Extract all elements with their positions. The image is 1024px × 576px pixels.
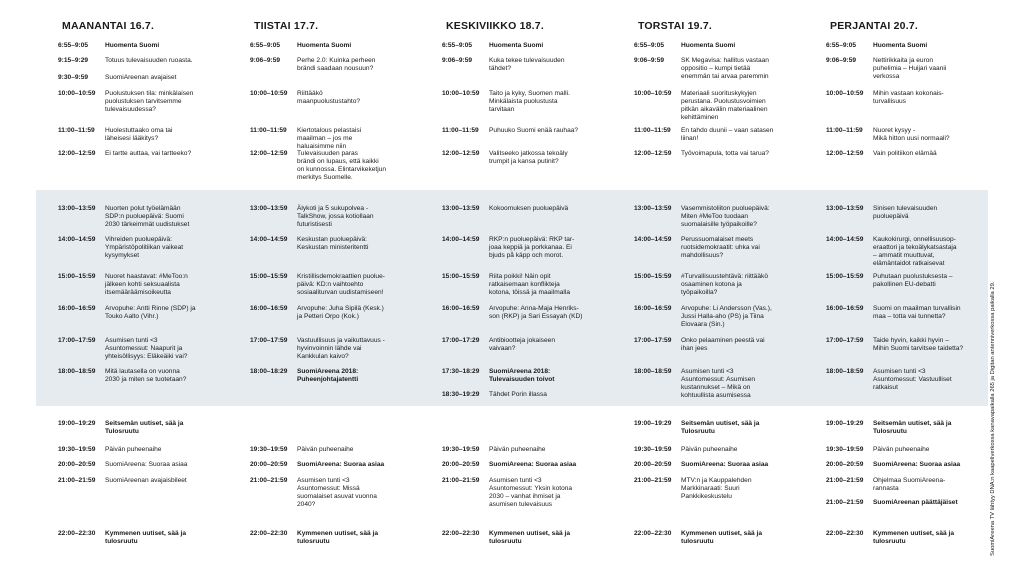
program-title: Materiaali suorituskykyjen perustana. Puolustusvoimien pitkän aikavälin materiaalinen kehittäminen [681,90,768,122]
program-title: Huomenta Suomi [489,42,544,49]
program-title: SK Megavisa: hallitus vastaan oppositio – kumpi tietää enemmän tai arvaa paremmin [681,57,769,81]
time-slot: 21:00–21:59 [634,477,672,484]
time-slot: 15:00–15:59 [442,273,480,280]
program-title: Taide hyvin, kaikki hyvin – Mihin Suomi tarvitsee taidetta? [873,337,964,353]
time-slot: 17:00–17:59 [58,337,96,344]
time-slot: 11:00–11:59 [250,127,287,134]
time-slot: 6:55–9:05 [250,42,281,49]
program-title: Antibiootteja jokaiseen vaivaan? [489,337,555,353]
program-title: Päivän puheenaihe [489,446,546,453]
time-slot: 11:00–11:59 [634,127,671,134]
program-title: SuomiAreena: Suoraa asiaa [873,461,961,468]
program-title: Kokoomuksen puoluepäivä [489,205,569,212]
time-slot: 16:00–16:59 [250,305,288,312]
time-slot: 21:00–21:59 [442,477,480,484]
program-title: Huomenta Suomi [873,42,928,49]
program-title: Arvopuhe: Antti Rinne (SDP) ja Touko Aalto (Vihr.) [105,305,196,321]
program-title: Perhe 2.0: Kuinka perheen brändi saadaan nousuun? [297,57,376,73]
time-slot: 21:00–21:59 [826,499,864,506]
program-title: Nuoret kysyy - Mikä hitton uusi normaali? [873,127,950,143]
program-title: Asumisen tunti <3 Asuntomessut: Vastuulliset ratkaisut [873,368,952,392]
program-title: Mihin vastaan kokonais- turvallisuus [873,90,944,106]
time-slot: 10:00–10:59 [250,90,288,97]
program-title: SuomiAreenan päättäjäiset [873,499,958,506]
time-slot: 17:30–18:29 [442,368,480,375]
time-slot: 19:00–19:29 [634,420,672,427]
program-title: Nuoret haastavat: #MeToo:n jälkeen kohti seksuaalista itsemääräämisoikeutta [105,273,188,297]
time-slot: 19:30–19:59 [634,446,672,453]
program-title: SuomiAreena: Suoraa asiaa [681,461,769,468]
program-title: Valitseeko jatkossa tekoäly trumpit ja kansa putinit? [489,150,568,166]
time-slot: 12:00–12:59 [634,150,672,157]
program-title: Taito ja kyky, Suomen malli. Minkälaista puolustusta tarvitaan [489,90,570,114]
program-title: Suomi on maailman turvallisin maa – totta vai tunnetta? [873,305,961,321]
time-slot: 11:00–11:59 [58,127,95,134]
program-title: Huomenta Suomi [297,42,352,49]
time-slot: 20:00–20:59 [634,461,672,468]
program-title: Puolustuksen tila: minkälaisen puolustuksen tarvitsemme tulevaisuudessa? [105,90,194,114]
program-title: Kaukokirurgi, onnellisuusop- eraattori ja tekoälykatsastaja – ammatit muuttuvat, elämäntaidot ratkaisevat [873,236,957,268]
time-slot: 12:00–12:59 [442,150,480,157]
time-slot: 15:00–15:59 [826,273,864,280]
time-slot: 20:00–20:59 [250,461,288,468]
program-title: SuomiAreena: Suoraa asiaa [489,461,577,468]
time-slot: 19:00–19:29 [826,420,864,427]
program-title: Kymmenen uutiset, sää ja tulosruutu [105,530,186,546]
program-title: SuomiAreena: Suoraa asiaa [105,461,188,468]
program-title: Huolestuttaako oma tai läheisesi lääkitys? [105,127,173,143]
program-title: Onko pelaaminen peestä vai ihan jees [681,337,765,353]
program-title: Nettirikkaita ja euron puhelimia – Huijari vaanii verkossa [873,57,947,81]
time-slot: 22:00–22:30 [58,530,96,537]
program-title: Älykoti ja 5 sukupolvea - TalkShow, jossa kotiollaan futuristisesti [297,205,374,229]
program-title: Työvoimapula, totta vai tarua? [681,150,769,157]
time-slot: 13:00–13:59 [442,205,480,212]
program-title: Tulevaisuuden paras brändi on lupaus, että kaikki on kunnossa. Elintarvikeketjun merkitys Suomelle. [297,150,387,182]
time-slot: 6:55–9:05 [442,42,473,49]
time-slot: 17:00–17:29 [442,337,480,344]
day-title: PERJANTAI 20.7. [830,20,918,32]
program-title: Vihreiden puoluepäivä: Ympäristöpolitiikan vaikeat kysymykset [105,236,184,260]
program-title: Asumisen tunti <3 Asuntomessut: Naapurit ja yhteisöllisyys: Eläkeäiki vai? [105,337,188,361]
time-slot: 17:00–17:59 [250,337,288,344]
time-slot: 9:06–9:59 [826,57,857,64]
program-title: Totuus tulevaisuuden ruoasta. [105,57,193,64]
program-title: Puhuuko Suomi enää rauhaa? [489,127,579,134]
program-title: Huomenta Suomi [681,42,736,49]
program-title: Päivän puheenaihe [681,446,738,453]
time-slot: 10:00–10:59 [442,90,480,97]
time-slot: 9:15–9:29 [58,57,89,64]
time-slot: 20:00–20:59 [826,461,864,468]
program-title: SuomiAreena: Suoraa asiaa [297,461,385,468]
program-title: Huomenta Suomi [105,42,160,49]
program-title: Ei tartte auttaa, vai tartteeko? [105,150,192,157]
time-slot: 18:30–19:29 [442,391,480,398]
time-slot: 19:30–19:59 [442,446,480,453]
day-title: TIISTAI 17.7. [254,20,319,32]
program-title: Päivän puheenaihe [297,446,354,453]
time-slot: 15:00–15:59 [58,273,96,280]
time-slot: 9:06–9:59 [634,57,665,64]
time-slot: 18:00–18:59 [634,368,672,375]
time-slot: 6:55–9:05 [634,42,665,49]
time-slot: 21:00–21:59 [826,477,864,484]
time-slot: 16:00–16:59 [442,305,480,312]
program-title: Riita poikki! Näin opit ratkaisemaan konflikteja kotona, töissä ja maailmalla [489,273,570,297]
time-slot: 9:06–9:59 [442,57,473,64]
time-slot: 18:00–18:29 [250,368,288,375]
time-slot: 13:00–13:59 [634,205,672,212]
time-slot: 13:00–13:59 [250,205,288,212]
program-title: Vain politiikon elämää [873,150,937,157]
time-slot: 9:30–9:59 [58,74,89,81]
program-title: Seitsemän uutiset, sää ja Tulosruutu [105,420,184,436]
time-slot: 11:00–11:59 [442,127,479,134]
time-slot: 15:00–15:59 [250,273,288,280]
time-slot: 16:00–16:59 [58,305,96,312]
time-slot: 14:00–14:59 [826,236,864,243]
program-title: Asumisen tunti <3 Asuntomessut: Yksin kotona 2030 – vanhat ihmiset ja asumisen tulevaisuus [489,477,573,509]
time-slot: 10:00–10:59 [58,90,96,97]
time-slot: 21:00–21:59 [58,477,96,484]
time-slot: 16:00–16:59 [826,305,864,312]
time-slot: 19:00–19:29 [58,420,96,427]
time-slot: 9:06–9:59 [250,57,281,64]
time-slot: 17:00–17:59 [826,337,864,344]
time-slot: 22:00–22:30 [634,530,672,537]
program-title: Seitsemän uutiset, sää ja Tulosruutu [873,420,952,436]
day-title: KESKIVIIKKO 18.7. [446,20,544,32]
time-slot: 22:00–22:30 [442,530,480,537]
program-title: Kuka tekee tulevaisuuden tähdet? [489,57,565,73]
time-slot: 14:00–14:59 [442,236,480,243]
time-slot: 19:30–19:59 [250,446,288,453]
program-title: Kymmenen uutiset, sää ja tulosruutu [873,530,954,546]
time-slot: 22:00–22:30 [250,530,288,537]
program-title: Kymmenen uutiset, sää ja tulosruutu [297,530,378,546]
time-slot: 19:30–19:59 [826,446,864,453]
program-title: En tahdo duunii – vaan satasen liinan! [681,127,774,143]
time-slot: 18:00–18:59 [58,368,96,375]
channel-note: SuomiAreena TV lähtyy DNA:n kaapeliverkossa kanavapaikalla 265 ja Digitan antenniverkossa paikalla 29. [990,281,996,556]
program-title: Kiertotalous pelastaisi maailman – jos me haluaisimme niin [297,127,362,151]
day-title: MAANANTAI 16.7. [62,20,155,32]
program-title: Sinisen tulevaisuuden puoluepäivä [873,205,938,221]
time-slot: 14:00–14:59 [250,236,288,243]
program-title: Vastuullisuus ja vaikuttavuus - hyvinvoinnin lähde vai Kankkulan kaivo? [297,337,385,361]
time-slot: 12:00–12:59 [58,150,96,157]
program-title: Ohjelmaa SuomiAreena- rannasta [873,477,946,493]
program-title: Riittääkö maanpuolustustahto? [297,90,361,106]
program-title: MTV:n ja Kauppalehden Markkinaraati: Suuri Pankkikeskustelu [681,477,752,501]
program-title: Kristillisdemokraattien puolue- päivä: KD:n vaihtoehto sosiaaliturvan uudistamiseen! [297,273,385,297]
time-slot: 11:00–11:59 [826,127,863,134]
program-title: Arvopuhe: Juha Sipilä (Kesk.) ja Petteri Orpo (Kok.) [297,305,384,321]
program-title: Päivän puheenaihe [873,446,930,453]
time-slot: 22:00–22:30 [826,530,864,537]
program-title: Tähdet Porin illassa [489,391,547,398]
program-title: SuomiAreena 2018: Puheenjohtajatentti [297,368,359,384]
time-slot: 17:00–17:59 [634,337,672,344]
time-slot: 13:00–13:59 [826,205,864,212]
program-title: Kymmenen uutiset, sää ja tulosruutu [681,530,762,546]
program-title: Kymmenen uutiset, sää ja tulosruutu [489,530,570,546]
program-title: SuomiAreenan avajaiset [105,74,177,81]
program-title: Seitsemän uutiset, sää ja Tulosruutu [681,420,760,436]
time-slot: 19:30–19:59 [58,446,96,453]
program-title: Keskustan puoluepäivä: Keskustan ministeritentti [297,236,369,252]
time-slot: 14:00–14:59 [58,236,96,243]
program-title: Arvopuhe: Li Andersson (Vas.), Jussi Halla-aho (PS) ja Tiina Elovaara (Sin.) [681,305,772,329]
program-title: Arvopuhe: Anna-Maja Henriks- son (RKP) ja Sari Essayah (KD) [489,305,583,321]
time-slot: 6:55–9:05 [58,42,89,49]
program-title: Puhutaan puolustuksesta – pakollinen EU-debatti [873,273,953,289]
time-slot: 20:00–20:59 [442,461,480,468]
program-title: SuomiAreena 2018: Tulevaisuuden toivot [489,368,555,384]
time-slot: 20:00–20:59 [58,461,96,468]
program-title: Vasemmistoliiton puoluepäivä: Miten #MeToo tuodaan suomalaisille työpaikoille? [681,205,770,229]
time-slot: 21:00–21:59 [250,477,288,484]
time-slot: 12:00–12:59 [250,150,288,157]
program-title: #Turvallisuustehtävä: riittääkö osaaminen kotona ja työpaikoilla? [681,273,768,297]
program-title: Mitä lautasella on vuonna 2030 ja miten se tuotetaan? [105,368,187,384]
time-slot: 15:00–15:59 [634,273,672,280]
program-title: Nuorten polut työelämään SDP:n puoluepäivä: Suomi 2030 tärkeimmät uudistukset [105,205,190,229]
time-slot: 10:00–10:59 [634,90,672,97]
program-title: SuomiAreenan avajaisbileet [105,477,187,484]
time-slot: 18:00–18:59 [826,368,864,375]
time-slot: 13:00–13:59 [58,205,96,212]
time-slot: 14:00–14:59 [634,236,672,243]
time-slot: 16:00–16:59 [634,305,672,312]
program-title: Päivän puheenaihe [105,446,162,453]
program-title: Asumisen tunti <3 Asuntomessut: Missä suomalaiset asuvat vuonna 2040? [297,477,377,509]
day-title: TORSTAI 19.7. [638,20,712,32]
time-slot: 10:00–10:59 [826,90,864,97]
time-slot: 12:00–12:59 [826,150,864,157]
program-title: RKP:n puoluepäivä: RKP tar- joaa keppiä ja porkkanaa. Ei bjuds på käpp och morot. [489,236,575,260]
program-title: Asumisen tunti <3 Asuntomessut: Asumisen kustannukset – Mikä on kohtuullista asumisessa [681,368,756,400]
program-title: Perussuomalaiset meets ruotsidemokraatit: uhka vai mahdollisuus? [681,236,760,260]
time-slot: 6:55–9:05 [826,42,857,49]
